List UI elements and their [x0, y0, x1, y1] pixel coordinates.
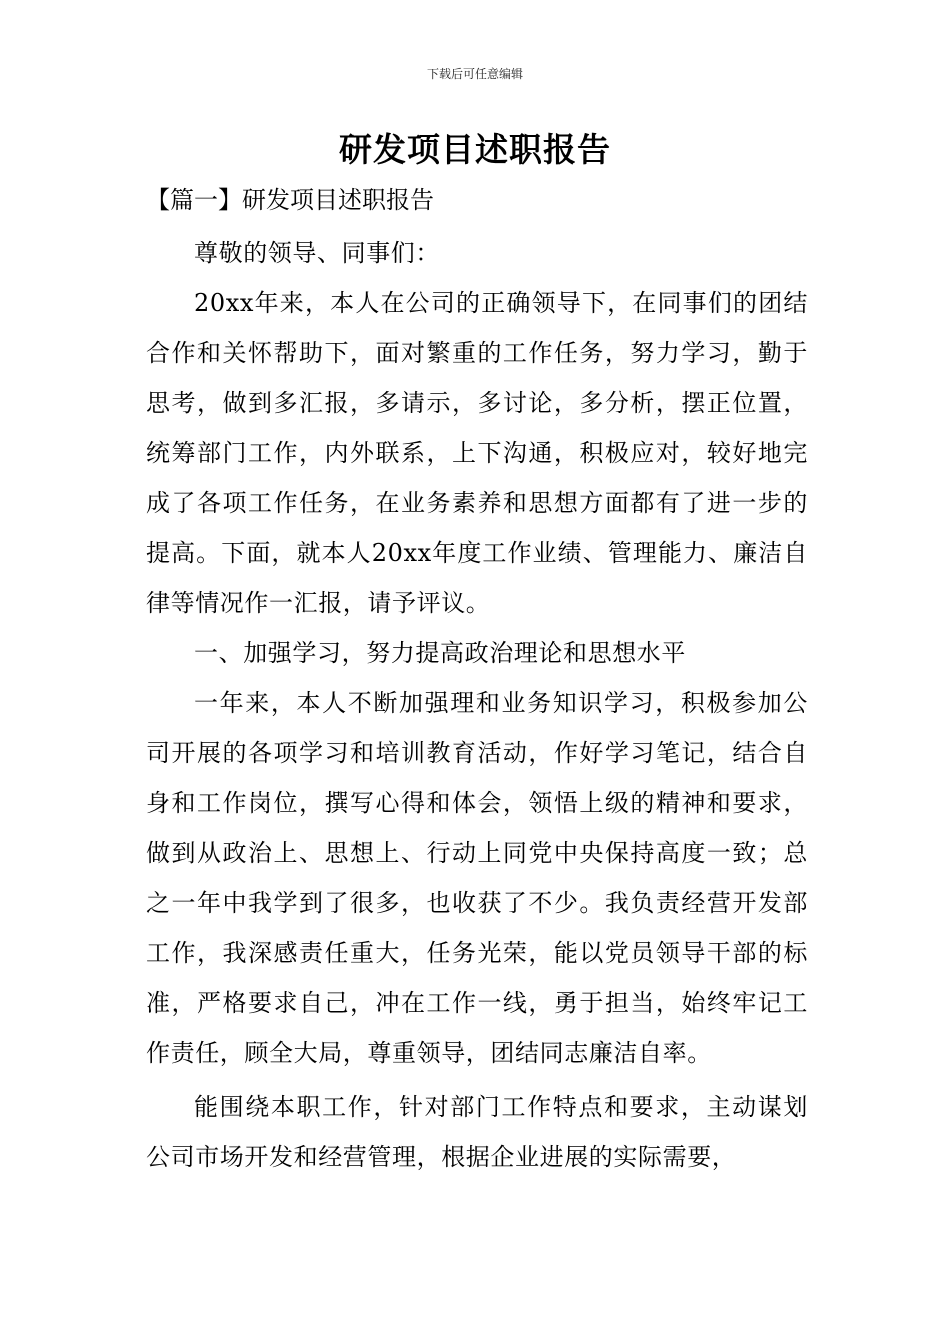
document-body	[146, 228, 808, 1182]
document-title: 研发项目述职报告	[339, 130, 611, 169]
subsection-heading: 一、加强学习，努力提高政治理论和思想水平	[194, 639, 686, 667]
work-paragraph: 能围绕本职工作，针对部门工作特点和要求，主动谋划公司市场开发和经营管理，根据企业进展的实际需要，	[146, 1093, 808, 1171]
study-paragraph: 一年来，本人不断加强理和业务知识学习，积极参加公司开展的各项学习和培训教育活动，作好学习笔记，结合自身和工作岗位，撰写心得和体会，领悟上级的精神和要求，做到从政治上、思想上、行动上同党中央保持高度一致；总之一年中我学到了很多，也收获了不少。我负责经营开发部工作，我深感责任重大，任务光荣，能以党员领导干部的标准，严格要求自己，冲在工作一线，勇于担当，始终牢记工作责任，顾全大局，尊重领导，团结同志廉洁自率。	[146, 689, 808, 1067]
section-heading: 【篇一】研发项目述职报告	[146, 186, 434, 214]
header-note: 下载后可任意编辑	[426, 67, 523, 81]
salutation-paragraph: 尊敬的领导、同事们：	[194, 239, 440, 267]
intro-paragraph: 20xx年来，本人在公司的正确领导下，在同事们的团结合作和关怀帮助下，面对繁重的工作任务，努力学习，勤于思考，做到多汇报，多请示，多讨论，多分析，摆正位置，统筹部门工作，内外联系，上下沟通，积极应对，较好地完成了各项工作任务，在业务素养和思想方面都有了进一步的提高。下面，就本人20xx年度工作业绩、管理能力、廉洁自律等情况作一汇报，请予评议。	[146, 289, 808, 617]
